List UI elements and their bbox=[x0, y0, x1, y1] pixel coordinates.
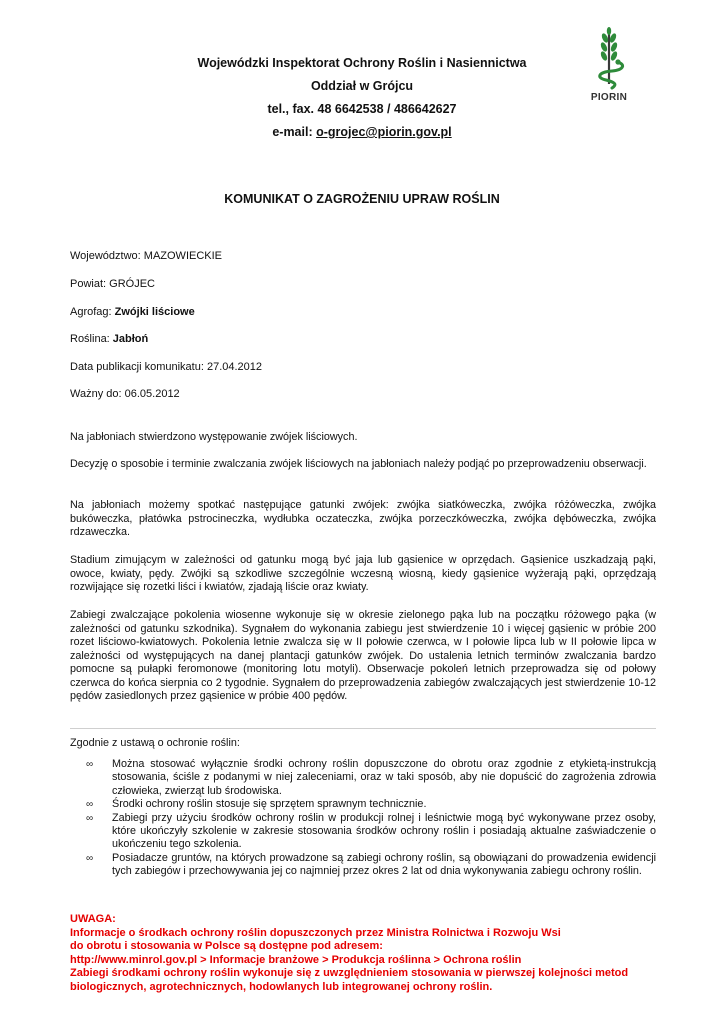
paragraph-species: Na jabłoniach możemy spotkać następujące gatunki zwójek: zwójka siatkóweczka, zwójka różóweczka, zwójka bukóweczka, płatówka pstrocineczka, wydłubka oczateczka, zwójka porzeczkóweczka, zwójka dębóweczka, zwójka rdzaweczka. bbox=[70, 499, 656, 538]
field-data-publikacji bbox=[70, 361, 262, 373]
wheat-snake-icon bbox=[574, 26, 644, 92]
piorin-logo bbox=[574, 26, 644, 110]
institution-name: Wojewódzki Inspektorat Ochrony Roślin i Nasiennictwa bbox=[197, 56, 527, 70]
warning-line: Informacje o środkach ochrony roślin dopuszczonych przez Ministra Rolnictwa i Rozwoju Wsi bbox=[70, 926, 561, 939]
list-item-text: Środki ochrony roślin stosuje się sprzętem sprawnym technicznie. bbox=[112, 798, 427, 811]
list-item bbox=[86, 758, 656, 798]
field-label: Województwo: bbox=[70, 250, 144, 262]
infinity-bullet-icon: ∞ bbox=[86, 852, 94, 864]
field-value: GRÓJEC bbox=[109, 278, 155, 290]
field-label: Data publikacji komunikatu: bbox=[70, 361, 207, 373]
warning-link[interactable]: http://www.minrol.gov.pl > Informacje branżowe > Produkcja roślinna > Ochrona roślin bbox=[70, 953, 522, 966]
logo-text: PIORIN bbox=[590, 92, 628, 103]
field-label: Agrofag: bbox=[70, 306, 115, 318]
field-value: MAZOWIECKIE bbox=[143, 250, 223, 262]
field-value: Jabłoń bbox=[112, 333, 149, 345]
paragraph-decision: Decyzję o sposobie i terminie zwalczania zwójek liściowych na jabłoniach należy podjąć po przeprowadzeniu obserwacji. bbox=[70, 458, 647, 470]
email-label: e-mail: bbox=[272, 125, 317, 139]
infinity-bullet-icon: ∞ bbox=[86, 759, 94, 770]
paragraph-stadium: Stadium zimującym w zależności od gatunku mogą być jaja lub gąsienice w oprzędach. Gąsienice uszkadzają pąki, owoce, kwiaty, pędy. Zwójki są szkodliwe szczególnie wczesną wiosną, kiedy gąsienice wyżerają pąki, oprzędzają rozwijające się rozetki liści i kwiatów, zjadają liście oraz kwiaty. bbox=[70, 554, 656, 593]
warning-line: biologicznych, agrotechnicznych, hodowlanych lub integrowanej ochrony roślin. bbox=[70, 980, 493, 993]
document-title: KOMUNIKAT O ZAGROŻENIU UPRAW ROŚLIN bbox=[224, 192, 500, 206]
warning-line: do obrotu i stosowania w Polsce są dostępne pod adresem: bbox=[70, 940, 383, 953]
infinity-bullet-icon: ∞ bbox=[86, 812, 94, 824]
email-line bbox=[0, 121, 724, 144]
warning-heading: UWAGA: bbox=[70, 913, 116, 925]
branch-name: Oddział w Grójcu bbox=[310, 79, 414, 93]
list-item bbox=[86, 852, 656, 879]
field-roslina bbox=[70, 333, 148, 345]
field-wojewodztwo bbox=[70, 250, 222, 262]
field-label: Roślina: bbox=[70, 333, 113, 345]
field-agrofag bbox=[70, 306, 195, 318]
list-item bbox=[86, 812, 656, 852]
list-item-text: Zabiegi przy użyciu środków ochrony roślin w produkcji rolnej i leśnictwie mogą być wykonywane przez osoby, które ukończyły szkolenie w zakresie stosowania środków ochrony roślin i posiadają aktualne zaświadczenie o ukończeniu tego szkolenia. bbox=[112, 811, 656, 851]
list-item-text: Można stosować wyłącznie środki ochrony roślin dopuszczone do obrotu oraz zgodnie z etykietą-instrukcją stosowania, ściśle z podanymi w niej zaleceniami, oraz w taki sposób, aby nie dopuścić do zagrożenia zdrowia człowieka, zwierząt lub środowiska. bbox=[112, 758, 656, 797]
field-value: Zwójki liściowe bbox=[114, 306, 195, 318]
phone-fax: tel., fax. 48 6642538 / 486642627 bbox=[267, 102, 457, 116]
field-value: 27.04.2012 bbox=[206, 361, 263, 373]
law-intro: Zgodnie z ustawą o ochronie roślin: bbox=[70, 737, 240, 749]
field-label: Ważny do: bbox=[70, 388, 125, 400]
warning-block bbox=[70, 913, 670, 995]
list-item-text: Posiadacze gruntów, na których prowadzone są zabiegi ochrony roślin, są obowiązani do prowadzenia ewidencji tych zabiegów i przechowywania jej co najmniej przez okres 2 lat od dnia wykonywania zabiegu ochrony roślin. bbox=[112, 851, 656, 878]
law-bullet-list bbox=[86, 758, 656, 879]
email-link[interactable]: o-grojec@piorin.gov.pl bbox=[316, 125, 452, 139]
list-item bbox=[86, 798, 656, 811]
infinity-bullet-icon: ∞ bbox=[86, 799, 94, 811]
field-label: Powiat: bbox=[70, 278, 110, 290]
field-powiat bbox=[70, 278, 155, 290]
warning-line: Zabiegi środkami ochrony roślin wykonuje się z uwzględnieniem stosowania w pierwszej kolejności metod bbox=[70, 967, 629, 980]
paragraph-occurrence: Na jabłoniach stwierdzono występowanie zwójek liściowych. bbox=[70, 431, 358, 443]
divider bbox=[70, 728, 656, 729]
field-value: 06.05.2012 bbox=[124, 388, 180, 400]
paragraph-treatment: Zabiegi zwalczające pokolenia wiosenne wykonuje się w okresie zielonego pąka lub na początku różowego pąka (w zależności od gatunku szkodnika). Sygnałem do wykonania zabiegu jest stwierdzenie 10 i więcej gąsienic w próbie 200 rozet liściowo-kwiatowych. Pokolenia letnie zwalcza się w II połowie czerwca, w I połowie lipca lub w II połowie lipca w zależności od występujących na danej plantacji gatunków zwójek. Do ustalenia letnich terminów zwalczania bardzo pomocne są pułapki feromonowe (monitoring lotu motyli). Obserwacje pokoleń letnich przeprowadza się od połowy czerwca do końca sierpnia co 2 tygodnie. Sygnałem do przeprowadzenia zabiegów zwalczających jest stwierdzenie 10-12 pędów zasiedlonych przez gąsienice w próbie 400 pędów. bbox=[70, 609, 656, 702]
field-wazny-do bbox=[70, 388, 180, 400]
